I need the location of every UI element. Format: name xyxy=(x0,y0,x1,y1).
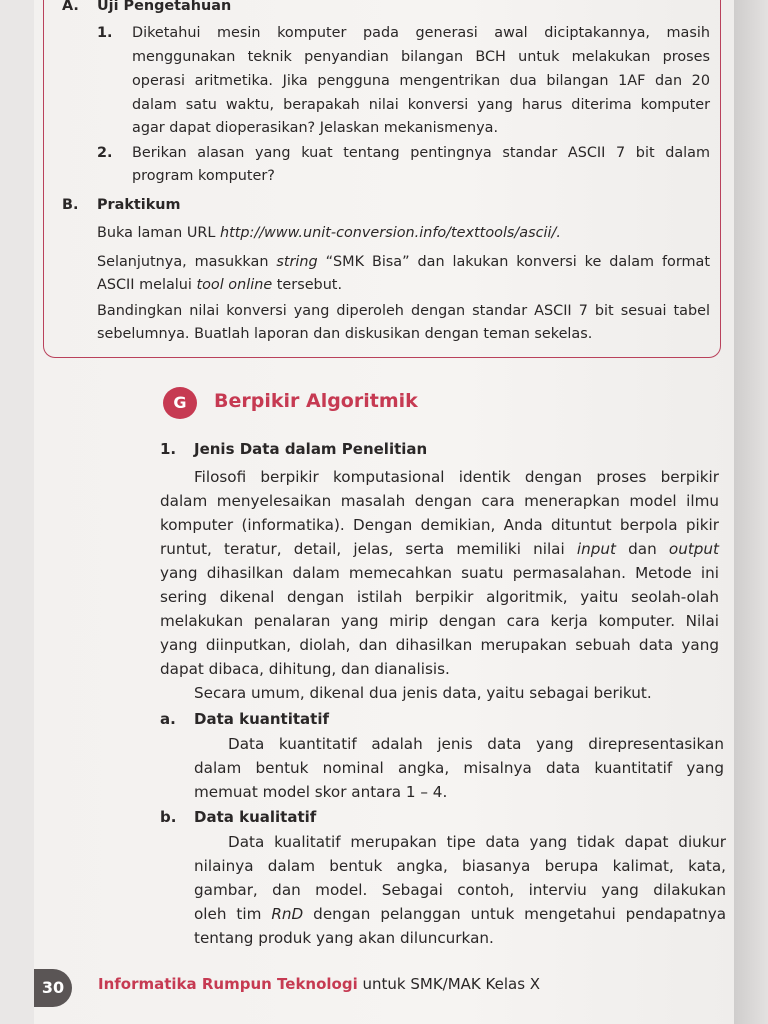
section-b-title: Praktikum xyxy=(97,197,181,213)
subsection-number: 1. xyxy=(160,440,177,458)
item-b-line: tentang produk yang akan diluncurkan. xyxy=(194,929,494,947)
paragraph-line: yang dihasilkan dalam memecahkan suatu permasalahan. Metode ini xyxy=(160,564,719,582)
subsection-title: Jenis Data dalam Penelitian xyxy=(194,440,428,458)
item-a-line: dalam bentuk nominal angka, misalnya data kuantitatif yang xyxy=(194,759,724,777)
paragraph-line: komputer (informatika). Dengan demikian, Anda dituntut berpola pikir xyxy=(160,516,719,534)
question-1-line: Diketahui mesin komputer pada generasi awal diciptakannya, masih xyxy=(132,25,710,41)
item-a-label: a. xyxy=(160,710,176,728)
paragraph-line: sering dikenal dengan istilah berpikir algoritmik, yaitu seolah-olah xyxy=(160,588,719,606)
practicum-step-3: Bandingkan nilai konversi yang diperoleh dengan standar ASCII 7 bit sesuai tabel xyxy=(97,303,710,319)
item-a-line: memuat model skor antara 1 – 4. xyxy=(194,783,448,801)
item-b-label: b. xyxy=(160,808,177,826)
practicum-step-3: sebelumnya. Buatlah laporan dan diskusikan dengan teman sekelas. xyxy=(97,326,593,342)
question-2-line: Berikan alasan yang kuat tentang pentingnya standar ASCII 7 bit dalam xyxy=(132,145,710,161)
paragraph-line: dalam menyelesaikan masalah dengan cara menerapkan model ilmu xyxy=(160,492,719,510)
practicum-url: http://www.unit-conversion.info/texttools/ascii/. xyxy=(219,225,561,241)
item-b-line: Data kualitatif merupakan tipe data yang tidak dapat diukur xyxy=(228,833,726,851)
section-letter-badge: G xyxy=(163,387,197,419)
item-a-title: Data kuantitatif xyxy=(194,710,329,728)
paragraph-line: yang diinputkan, diolah, dan dihasilkan merupakan sebuah data yang xyxy=(160,636,719,654)
item-b-line: gambar, dan model. Sebagai contoh, interviu yang dilakukan xyxy=(194,881,726,899)
question-2-line: program komputer? xyxy=(132,168,275,184)
paragraph-line: runtut, teratur, detail, jelas, serta memiliki nilai input dan output xyxy=(160,540,719,558)
question-1-line: operasi aritmetika. Jika pengguna mengentrikan dua bilangan 1AF dan 20 xyxy=(132,73,710,89)
page-edge xyxy=(734,0,768,1024)
item-b-title: Data kualitatif xyxy=(194,808,317,826)
paragraph-line: melakukan penalaran yang mirip dengan cara kerja komputer. Nilai xyxy=(160,612,719,630)
question-1-line: dalam satu waktu, berapakah nilai konversi yang harus diterima komputer xyxy=(132,97,710,113)
practicum-step-2: Selanjutnya, masukkan string “SMK Bisa” dan lakukan konversi ke dalam format xyxy=(97,254,710,270)
page-number: 30 xyxy=(34,969,72,1007)
section-title: Berpikir Algoritmik xyxy=(214,390,418,412)
intro-types: Secara umum, dikenal dua jenis data, yaitu sebagai berikut. xyxy=(194,684,652,702)
practicum-step-1: Buka laman URL http://www.unit-conversion.info/texttools/ascii/. xyxy=(97,225,561,241)
footer-title: Informatika Rumpun Teknologi untuk SMK/MAK Kelas X xyxy=(98,975,541,993)
practicum-step-2-cont: ASCII melalui tool online tersebut. xyxy=(97,277,343,293)
paragraph-line: Filosofi berpikir komputasional identik dengan proses berpikir xyxy=(194,468,719,486)
question-1-line: menggunakan teknik penyandian bilangan BCH untuk melakukan proses xyxy=(132,49,710,65)
question-2-number: 2. xyxy=(97,145,113,161)
paragraph-line: dapat dibaca, dihitung, dan dianalisis. xyxy=(160,660,450,678)
item-a-line: Data kuantitatif adalah jenis data yang direpresentasikan xyxy=(228,735,724,753)
section-a-title: Uji Pengetahuan xyxy=(97,0,232,14)
item-b-line: oleh tim RnD dengan pelanggan untuk mengetahui pendapatnya xyxy=(194,905,726,923)
section-b-label: B. xyxy=(62,197,79,213)
item-b-line: nilainya dalam bentuk angka, biasanya berupa kalimat, kata, xyxy=(194,857,726,875)
section-a-label: A. xyxy=(62,0,79,14)
question-1-line: agar dapat dioperasikan? Jelaskan mekanismenya. xyxy=(132,120,499,136)
question-1-number: 1. xyxy=(97,25,113,41)
